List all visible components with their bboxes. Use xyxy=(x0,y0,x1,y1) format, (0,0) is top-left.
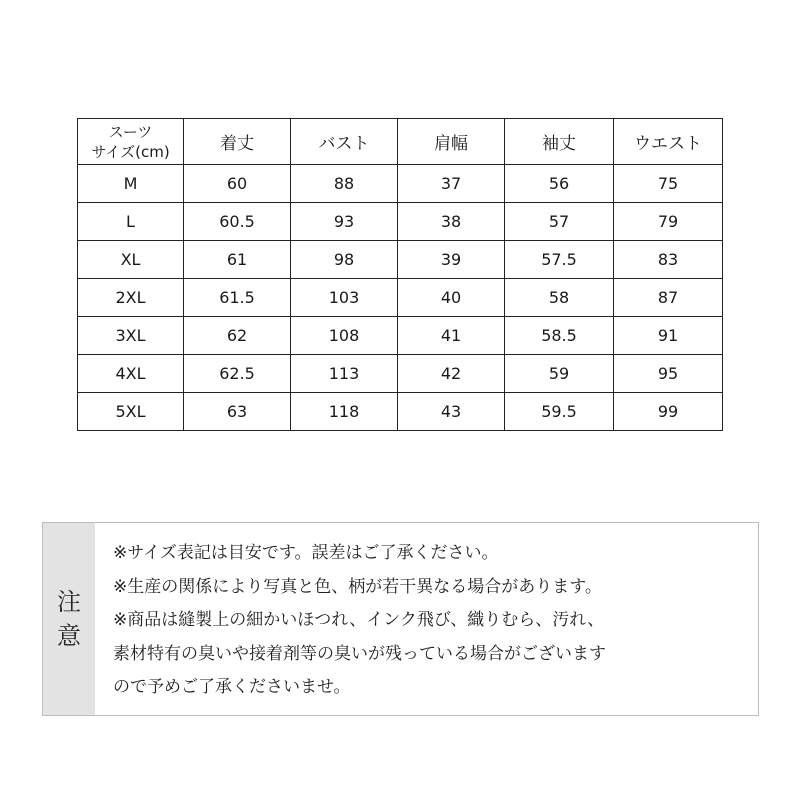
size-label-cell: 4XL xyxy=(78,355,184,393)
measurement-cell: 87 xyxy=(614,279,723,317)
measurement-cell: 43 xyxy=(398,393,505,431)
measurement-cell: 59 xyxy=(505,355,614,393)
measurement-cell: 93 xyxy=(291,203,398,241)
measurement-cell: 42 xyxy=(398,355,505,393)
size-unit-header-line1: スーツ xyxy=(108,122,153,141)
size-table xyxy=(77,118,723,431)
notice-box xyxy=(42,522,759,716)
measurement-cell: 60 xyxy=(184,165,291,203)
size-label-cell: 2XL xyxy=(78,279,184,317)
table-row xyxy=(78,203,723,241)
measurement-cell: 75 xyxy=(614,165,723,203)
notice-line: ※商品は縫製上の細かいほつれ、インク飛び、織りむら、汚れ、 xyxy=(113,610,605,630)
measurement-cell: 61 xyxy=(184,241,291,279)
measurement-cell: 83 xyxy=(614,241,723,279)
measurement-cell: 59.5 xyxy=(505,393,614,431)
measurement-cell: 58 xyxy=(505,279,614,317)
column-header: ウエスト xyxy=(614,119,723,165)
measurement-cell: 98 xyxy=(291,241,398,279)
notice-line: ので予めご了承くださいませ。 xyxy=(113,677,351,697)
measurement-cell: 63 xyxy=(184,393,291,431)
measurement-cell: 39 xyxy=(398,241,505,279)
notice-label-char: 注 xyxy=(57,588,81,616)
notice-text xyxy=(113,537,748,705)
column-header: 袖丈 xyxy=(505,119,614,165)
measurement-cell: 37 xyxy=(398,165,505,203)
measurement-cell: 61.5 xyxy=(184,279,291,317)
measurement-cell: 88 xyxy=(291,165,398,203)
measurement-cell: 108 xyxy=(291,317,398,355)
notice-line: ※生産の関係により写真と色、柄が若干異なる場合があります。 xyxy=(113,576,602,597)
table-row xyxy=(78,317,723,355)
size-unit-header xyxy=(78,119,184,165)
measurement-cell: 38 xyxy=(398,203,505,241)
table-row xyxy=(78,165,723,203)
notice-label-char: 意 xyxy=(57,622,81,650)
size-label-cell: XL xyxy=(78,241,184,279)
size-label-cell: 5XL xyxy=(78,393,184,431)
measurement-cell: 103 xyxy=(291,279,398,317)
measurement-cell: 41 xyxy=(398,317,505,355)
column-header: 着丈 xyxy=(184,119,291,165)
column-header: バスト xyxy=(291,119,398,165)
notice-label xyxy=(43,523,95,715)
measurement-cell: 91 xyxy=(614,317,723,355)
measurement-cell: 40 xyxy=(398,279,505,317)
size-label-cell: L xyxy=(78,203,184,241)
measurement-cell: 58.5 xyxy=(505,317,614,355)
measurement-cell: 62 xyxy=(184,317,291,355)
size-label-cell: M xyxy=(78,165,184,203)
table-header-row xyxy=(78,119,723,165)
table-row xyxy=(78,393,723,431)
measurement-cell: 57.5 xyxy=(505,241,614,279)
table-row xyxy=(78,241,723,279)
notice-line: 素材特有の臭いや接着剤等の臭いが残っている場合がございます xyxy=(113,643,606,664)
table-row xyxy=(78,279,723,317)
measurement-cell: 79 xyxy=(614,203,723,241)
table-row xyxy=(78,355,723,393)
size-label-cell: 3XL xyxy=(78,317,184,355)
measurement-cell: 113 xyxy=(291,355,398,393)
notice-line: ※サイズ表記は目安です。誤差はご了承ください。 xyxy=(113,543,499,563)
measurement-cell: 62.5 xyxy=(184,355,291,393)
measurement-cell: 99 xyxy=(614,393,723,431)
measurement-cell: 95 xyxy=(614,355,723,393)
measurement-cell: 56 xyxy=(505,165,614,203)
column-header: 肩幅 xyxy=(398,119,505,165)
measurement-cell: 118 xyxy=(291,393,398,431)
measurement-cell: 60.5 xyxy=(184,203,291,241)
measurement-cell: 57 xyxy=(505,203,614,241)
size-unit-header-line2: サイズ(cm) xyxy=(91,142,170,161)
